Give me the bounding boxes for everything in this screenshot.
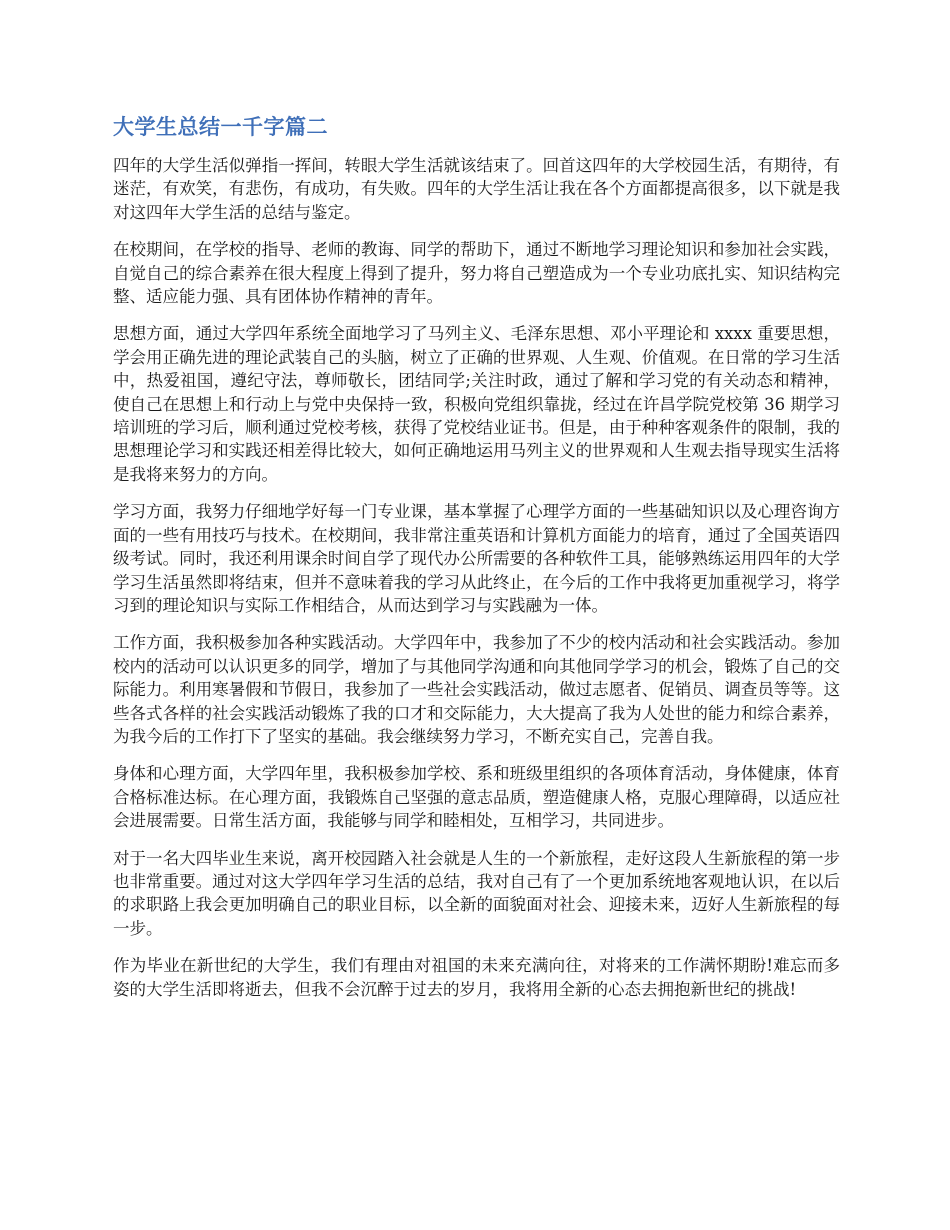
paragraph-graduation: 对于一名大四毕业生来说，离开校园踏入社会就是人生的一个新旅程，走好这段人生新旅程的第一步也非常重要。通过对这大学四年学习生活的总结，我对自己有了一个更加系统地客观地认识，在以后的求职路上我会更加明确自己的职业目标，以全新的面貌面对社会、迎接未来，迈好人生新旅程的每一步。 [113,848,840,938]
paragraph-health: 身体和心理方面，大学四年里，我积极参加学校、系和班级里组织的各项体育活动，身体健康，体育合格标准达标。在心理方面，我锻炼自己坚强的意志品质，塑造健康人格，克服心理障碍，以适应社会进展需要。日常生活方面，我能够与同学和睦相处，互相学习，共同进步。 [113,764,840,831]
document-body [113,112,840,1015]
paragraph-ideology: 思想方面，通过大学四年系统全面地学习了马列主义、毛泽东思想、邓小平理论和 xxxx 重要思想，学会用正确先进的理论武装自己的头脑，树立了正确的世界观、人生观、价值观。在日常的学习生活中，热爱祖国，遵纪守法，尊师敬长，团结同学;关注时政，通过了解和学习党的有关动态和精神，使自己在思想上和行动上与党中央保持一致，积极向党组织靠拢，经过在许昌学院党校第 36 期学习培训班的学习后，顺利通过党校考核，获得了党校结业证书。但是，由于种种客观条件的限制，我的思想理论学习和实践还相差得比较大，如何正确地运用马列主义的世界观和人生观去指导现实生活将是我将来努力的方向。 [113,324,840,484]
paragraph-conclusion: 作为毕业在新世纪的大学生，我们有理由对祖国的未来充满向往，对将来的工作满怀期盼!难忘而多姿的大学生活即将逝去，但我不会沉醉于过去的岁月，我将用全新的心态去拥抱新世纪的挑战! [113,956,840,999]
paragraph-study: 学习方面，我努力仔细地学好每一门专业课，基本掌握了心理学方面的一些基础知识以及心理咨询方面的一些有用技巧与技术。在校期间，我非常注重英语和计算机方面能力的培育，通过了全国英语四级考试。同时，我还利用课余时间自学了现代办公所需要的各种软件工具，能够熟练运用四年的大学学习生活虽然即将结束，但并不意味着我的学习从此终止，在今后的工作中我将更加重视学习，将学习到的理论知识与实际工作相结合，从而达到学习与实践融为一体。 [113,502,840,615]
paragraph-intro: 四年的大学生活似弹指一挥间，转眼大学生活就该结束了。回首这四年的大学校园生活，有期待，有迷茫，有欢笑，有悲伤，有成功，有失败。四年的大学生活让我在各个方面都提高很多，以下就是我对这四年大学生活的总结与鉴定。 [113,156,840,222]
document-title: 大学生总结一千字篇二 [113,115,328,139]
paragraph-campus: 在校期间，在学校的指导、老师的教诲、同学的帮助下，通过不断地学习理论知识和参加社会实践，自觉自己的综合素养在很大程度上得到了提升，努力将自己塑造成为一个专业功底扎实、知识结构完整、适应能力强、具有团体协作精神的青年。 [113,240,840,307]
paragraph-work: 工作方面，我积极参加各种实践活动。大学四年中，我参加了不少的校内活动和社会实践活动。参加校内的活动可以认识更多的同学，增加了与其他同学沟通和向其他同学学习的机会，锻炼了自己的交际能力。利用寒暑假和节假日，我参加了一些社会实践活动，做过志愿者、促销员、调查员等等。这些各式各样的社会实践活动锻炼了我的口才和交际能力，大大提高了我为人处世的能力和综合素养，为我今后的工作打下了坚实的基础。我会继续努力学习，不断充实自己，完善自我。 [113,633,840,746]
